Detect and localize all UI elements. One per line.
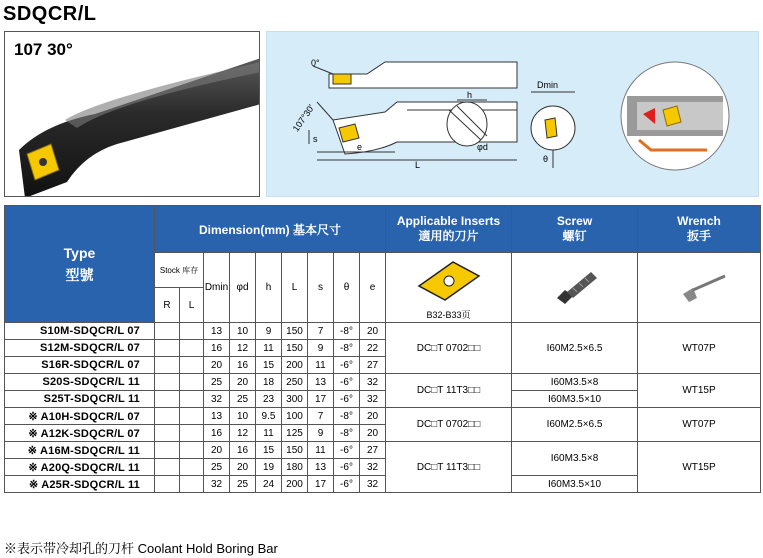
- dimension-diagram: [267, 32, 760, 198]
- phid-cell: 16: [230, 357, 256, 374]
- h-cell: 9: [256, 323, 282, 340]
- wrench-cell: WT15P: [638, 374, 761, 408]
- phi-d-label: φd: [477, 142, 488, 152]
- h-cell: 18: [256, 374, 282, 391]
- stock-l-cell: [180, 459, 204, 476]
- e-cell: 32: [360, 374, 386, 391]
- type-cell: S12M-SDQCR/L 07: [5, 340, 155, 357]
- wrench-image-cell: [638, 253, 761, 323]
- col-h: h: [256, 253, 282, 323]
- s-cell: 11: [308, 357, 334, 374]
- insert-cell: DC□T 0702□□: [386, 408, 512, 442]
- l-cell: 100: [282, 408, 308, 425]
- l-cell: 200: [282, 357, 308, 374]
- stock-r-cell: [155, 425, 180, 442]
- type-cell: S16R-SDQCR/L 07: [5, 357, 155, 374]
- s-cell: 7: [308, 323, 334, 340]
- stock-r-cell: [155, 391, 180, 408]
- stock-r-cell: [155, 442, 180, 459]
- l-cell: 150: [282, 442, 308, 459]
- type-cell: ※ A16M-SDQCR/L 11: [5, 442, 155, 459]
- screw-cell: I60M2.5×6.5: [512, 408, 638, 442]
- stock-l-cell: [180, 408, 204, 425]
- dmin-cell: 16: [204, 340, 230, 357]
- theta-cell: -8°: [334, 425, 360, 442]
- type-header-zh: 型號: [65, 267, 94, 283]
- insert-image-cell: [386, 253, 512, 323]
- dmin-cell: 25: [204, 459, 230, 476]
- screw-cell: I60M2.5×6.5: [512, 323, 638, 374]
- phid-cell: 12: [230, 340, 256, 357]
- h-label: h: [467, 90, 473, 100]
- stock-l-cell: [180, 442, 204, 459]
- tool-photo: [4, 31, 260, 197]
- footer-note: ※表示带冷却孔的刀杆 Coolant Hold Boring Bar: [4, 541, 278, 556]
- screw-icon: [535, 258, 615, 318]
- stock-r-header: R: [155, 288, 180, 323]
- screw-cell: I60M3.5×10: [512, 391, 638, 408]
- dmin-cell: 20: [204, 357, 230, 374]
- screw-header: [512, 206, 638, 253]
- l-cell: 125: [282, 425, 308, 442]
- wrench-cell: WT07P: [638, 408, 761, 442]
- phid-cell: 10: [230, 408, 256, 425]
- stock-r-cell: [155, 340, 180, 357]
- dmin-cell: 13: [204, 323, 230, 340]
- theta-cell: -8°: [334, 340, 360, 357]
- phid-cell: 12: [230, 425, 256, 442]
- l-cell: 150: [282, 340, 308, 357]
- l-cell: 150: [282, 323, 308, 340]
- type-cell: ※ A12K-SDQCR/L 07: [5, 425, 155, 442]
- type-cell: S20S-SDQCR/L 11: [5, 374, 155, 391]
- h-cell: 24: [256, 476, 282, 493]
- h-cell: 19: [256, 459, 282, 476]
- e-cell: 27: [360, 442, 386, 459]
- phid-cell: 25: [230, 391, 256, 408]
- wrench-header: [638, 206, 761, 253]
- type-cell: ※ A20Q-SDQCR/L 11: [5, 459, 155, 476]
- theta-cell: -6°: [334, 374, 360, 391]
- screw-cell: I60M3.5×8: [512, 374, 638, 391]
- screw-header-zh: 螺钉: [562, 229, 587, 243]
- e-cell: 20: [360, 425, 386, 442]
- e-cell: 20: [360, 323, 386, 340]
- insert-code: B32-B33页: [426, 310, 471, 320]
- l-cell: 300: [282, 391, 308, 408]
- phid-cell: 16: [230, 442, 256, 459]
- specification-table: [4, 205, 761, 493]
- screw-cell: I60M3.5×8: [512, 442, 638, 476]
- screw-image-cell: [512, 253, 638, 323]
- s-cell: 17: [308, 476, 334, 493]
- h-cell: 23: [256, 391, 282, 408]
- stock-l-cell: [180, 323, 204, 340]
- s-cell: 9: [308, 425, 334, 442]
- insert-cell: DC□T 11T3□□: [386, 442, 512, 493]
- type-cell: ※ A25R-SDQCR/L 11: [5, 476, 155, 493]
- e-cell: 22: [360, 340, 386, 357]
- col-l: L: [282, 253, 308, 323]
- col-theta: θ: [334, 253, 360, 323]
- theta-cell: -6°: [334, 459, 360, 476]
- stock-l-cell: [180, 357, 204, 374]
- wrench-cell: WT07P: [638, 323, 761, 374]
- s-cell: 13: [308, 374, 334, 391]
- dmin-label: Dmin: [537, 80, 559, 90]
- dmin-cell: 32: [204, 476, 230, 493]
- h-cell: 11: [256, 425, 282, 442]
- s-cell: 17: [308, 391, 334, 408]
- phid-cell: 20: [230, 459, 256, 476]
- e-label: e: [357, 142, 363, 152]
- type-cell: S25T-SDQCR/L 11: [5, 391, 155, 408]
- col-dmin: Dmin: [204, 253, 230, 323]
- dmin-cell: 16: [204, 425, 230, 442]
- theta-cell: -6°: [334, 357, 360, 374]
- stock-r-cell: [155, 476, 180, 493]
- inserts-header-en: Applicable Inserts: [396, 214, 501, 228]
- dmin-cell: 25: [204, 374, 230, 391]
- type-header: [5, 206, 155, 323]
- dmin-cell: 13: [204, 408, 230, 425]
- wrench-header-zh: 扳手: [686, 229, 711, 243]
- s-cell: 13: [308, 459, 334, 476]
- technical-drawing: [266, 31, 759, 197]
- type-header-en: Type: [63, 245, 96, 261]
- theta-cell: -8°: [334, 408, 360, 425]
- s-cell: 11: [308, 442, 334, 459]
- table-row: [5, 374, 761, 391]
- l-cell: 250: [282, 374, 308, 391]
- inserts-header-zh: 適用的刀片: [418, 229, 479, 243]
- insert-cell: DC□T 11T3□□: [386, 374, 512, 408]
- type-cell: ※ A10H-SDQCR/L 07: [5, 408, 155, 425]
- h-cell: 9.5: [256, 408, 282, 425]
- stock-l-cell: [180, 391, 204, 408]
- stock-header: Stock 库存: [155, 253, 204, 288]
- stock-l-header: L: [180, 288, 204, 323]
- phid-cell: 25: [230, 476, 256, 493]
- table-row: [5, 408, 761, 425]
- table-row: [5, 323, 761, 340]
- stock-r-cell: [155, 374, 180, 391]
- page-title: SDQCR/L: [3, 3, 97, 25]
- l-cell: 180: [282, 459, 308, 476]
- angle-label: 107 30°: [14, 40, 73, 59]
- L-label: L: [415, 160, 421, 170]
- stock-r-cell: [155, 459, 180, 476]
- theta-cell: -6°: [334, 476, 360, 493]
- stock-r-cell: [155, 357, 180, 374]
- phid-cell: 20: [230, 374, 256, 391]
- table-row: [5, 442, 761, 459]
- e-cell: 20: [360, 408, 386, 425]
- h-cell: 15: [256, 442, 282, 459]
- insert-icon: [409, 256, 489, 308]
- stock-l-cell: [180, 340, 204, 357]
- dimension-header: Dimension(mm) 基本尺寸: [155, 206, 386, 253]
- l-cell: 200: [282, 476, 308, 493]
- angle-side-label: 107°30': [290, 102, 317, 134]
- e-cell: 32: [360, 391, 386, 408]
- wrench-header-en: Wrench: [677, 214, 721, 228]
- theta-cell: -8°: [334, 323, 360, 340]
- col-phid: φd: [230, 253, 256, 323]
- e-cell: 32: [360, 459, 386, 476]
- type-cell: S10M-SDQCR/L 07: [5, 323, 155, 340]
- stock-r-cell: [155, 408, 180, 425]
- theta-cell: -6°: [334, 391, 360, 408]
- stock-l-cell: [180, 374, 204, 391]
- e-cell: 32: [360, 476, 386, 493]
- phid-cell: 10: [230, 323, 256, 340]
- col-s: s: [308, 253, 334, 323]
- screw-cell: I60M3.5×10: [512, 476, 638, 493]
- s-label: s: [313, 134, 318, 144]
- dmin-cell: 32: [204, 391, 230, 408]
- wrench-icon: [659, 258, 739, 318]
- inserts-header: [386, 206, 512, 253]
- angle-zero-label: 0°: [311, 58, 320, 68]
- stock-l-cell: [180, 425, 204, 442]
- insert-cell: DC□T 0702□□: [386, 323, 512, 374]
- theta-cell: -6°: [334, 442, 360, 459]
- col-e: e: [360, 253, 386, 323]
- e-cell: 27: [360, 357, 386, 374]
- h-cell: 11: [256, 340, 282, 357]
- s-cell: 9: [308, 340, 334, 357]
- stock-l-cell: [180, 476, 204, 493]
- s-cell: 7: [308, 408, 334, 425]
- h-cell: 15: [256, 357, 282, 374]
- theta-label: θ: [543, 154, 549, 164]
- dmin-cell: 20: [204, 442, 230, 459]
- screw-header-en: Screw: [556, 214, 593, 228]
- stock-r-cell: [155, 323, 180, 340]
- wrench-cell: WT15P: [638, 442, 761, 493]
